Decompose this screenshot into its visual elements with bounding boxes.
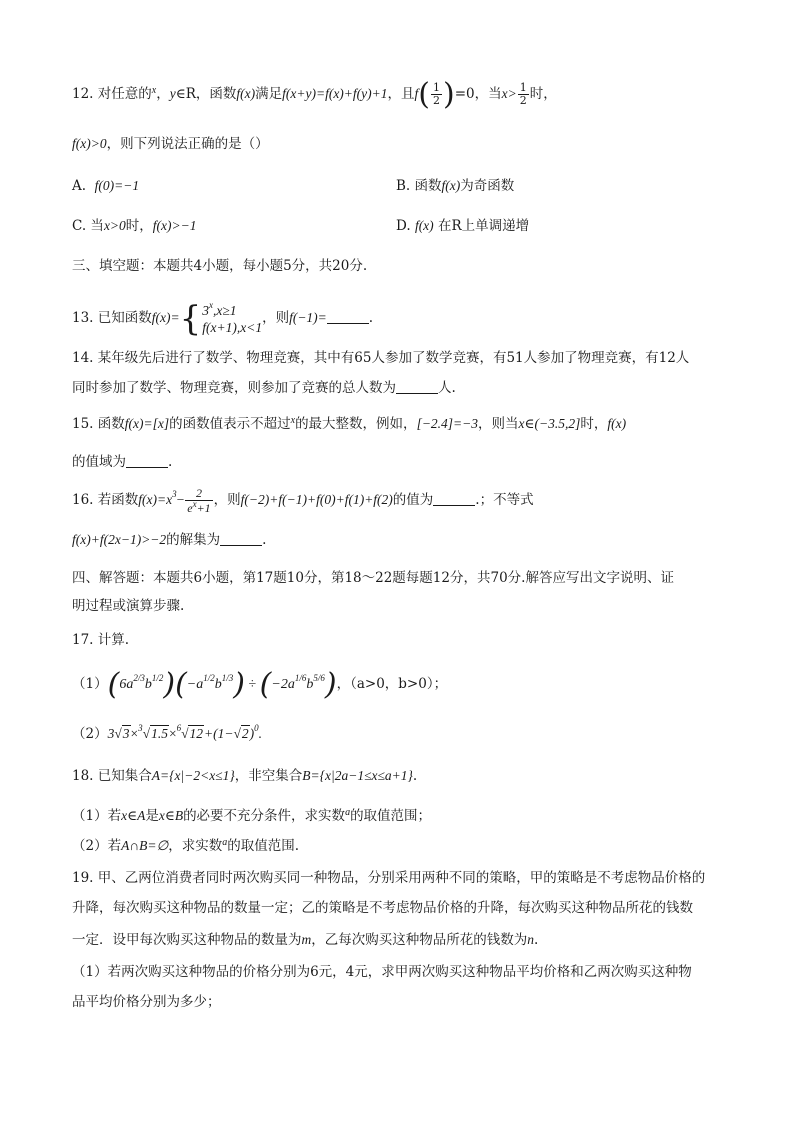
q15-text5: 时，: [580, 416, 608, 432]
q13-fx: f(x)=: [151, 310, 180, 325]
q16-answer-blank-1[interactable]: [433, 491, 475, 506]
q13: [72, 298, 732, 338]
q15-fx2: f(x): [607, 416, 627, 431]
q16-end: .: [262, 532, 267, 548]
q19-line3: [72, 930, 732, 950]
q17-part2: [72, 724, 732, 744]
radicand: 2: [241, 726, 249, 741]
q14-line1: 14. 某年级先后进行了数学、物理竞赛，其中有65人参加了数学竞赛，有51人参加了物理竞赛，有12人: [72, 350, 690, 366]
q16-text3: 的值为: [392, 492, 434, 508]
q12-text3: 满足: [255, 86, 283, 102]
q12-comma: ，: [156, 86, 170, 102]
q16-text5: 的解集为: [166, 532, 221, 548]
end: .: [258, 726, 262, 741]
q17-p2-expression: $3√3\times^3√1.5\times^6√12+(1-√2)^0$.: [107, 723, 262, 741]
radicand: 3: [122, 726, 130, 741]
var-n: n: [527, 932, 534, 947]
section-4-heading-line2: 明过程或演算步骤.: [72, 598, 185, 614]
case1-base: 3: [202, 302, 209, 318]
q12-options-ab: [72, 176, 732, 196]
q17-p1-label: （1）: [72, 676, 108, 692]
frac-den-exp: x: [192, 499, 197, 509]
root-index: 3: [138, 723, 143, 733]
q16-fx-exp: 3: [172, 489, 177, 499]
t: ，求实数: [168, 838, 223, 854]
q12-option-a[interactable]: [72, 178, 139, 194]
q18-stem: [72, 766, 732, 786]
q18-text: 18. 已知集合: [72, 768, 152, 784]
frac-den: [185, 501, 212, 515]
frac-den: 2: [519, 94, 527, 107]
frac-num: 2: [185, 486, 212, 501]
q15-end: .: [168, 454, 173, 470]
frac-num: 1: [433, 81, 440, 94]
q18-set-a: A={x|−2<x≤1}: [151, 768, 235, 783]
q12-stem-line2: [72, 134, 732, 154]
q13-text2: ，则: [262, 310, 290, 326]
q12-rparen: ): [443, 77, 455, 112]
t: 是: [145, 808, 159, 824]
q19-part1-line2: 品平均价格分别为多少；: [72, 994, 221, 1010]
t: A∩B=∅: [121, 838, 169, 853]
opt-text: 时，: [125, 218, 153, 234]
q16-text4: .；不等式: [475, 492, 534, 508]
root-index: 6: [176, 723, 182, 733]
t: a: [222, 837, 228, 848]
case1-exp: x: [209, 299, 213, 310]
q12-positive: f(x)>0: [72, 136, 107, 151]
opt-expr: f(x)>−1: [152, 218, 197, 233]
q13-text: 13. 已知函数: [72, 310, 152, 326]
q12-var-x: x: [151, 85, 157, 96]
q12-lparen: (: [418, 77, 430, 112]
var-m: m: [301, 932, 312, 947]
opt-text: 为奇函数: [460, 178, 515, 194]
q14-end: 人.: [438, 380, 456, 396]
t: x∈B: [158, 808, 184, 823]
opt-text: 在R上单调递增: [437, 218, 530, 234]
radicand: 12: [189, 726, 203, 741]
q15-text: 15. 函数: [72, 416, 125, 432]
q12-option-c[interactable]: [72, 218, 197, 234]
q15-text6: 的值域为: [72, 454, 126, 470]
q12-question: ，则下列说法正确的是（）: [106, 136, 269, 152]
q19-line1: 19. 甲、乙两位消费者同时两次购买同一种物品，分别采用两种不同的策略，甲的策略是不考虑物品价格的: [72, 870, 706, 886]
q12-var-y: y: [169, 86, 176, 101]
q12-fx: f(x): [236, 86, 256, 101]
q17-p1-expression: $(6a^{2/3}b^{1/2})(-a^{1/2}b^{1/3}) \div (-2a^{1/6}b^{5/6})$: [107, 667, 337, 702]
opt-label: C. 当: [72, 218, 104, 234]
q12-option-b[interactable]: [396, 176, 514, 196]
t: 的取值范围.: [227, 838, 300, 854]
radicand: 1.5: [151, 726, 168, 741]
q13-case1: [202, 299, 262, 319]
q13-end: .: [368, 310, 374, 326]
q12-half-frac: [431, 82, 442, 107]
q15-fx: f(x)=[x]: [124, 416, 170, 431]
q18-set-b: B={x|2a−1≤x≤a+1}: [302, 768, 413, 783]
exp-zero: 0: [254, 723, 259, 733]
q16-fx: [138, 489, 185, 507]
q12-text5: =0，当: [454, 86, 502, 102]
opt-label: B. 函数: [396, 178, 442, 194]
q14-line2: [72, 378, 732, 398]
q15-text4: ，则当: [478, 416, 519, 432]
times: ×: [168, 726, 177, 741]
q12-half-frac2: [518, 82, 529, 107]
q15-cond: x∈(−3.5,2]: [518, 416, 581, 431]
opt-cond: x>0: [103, 218, 126, 233]
q16-frac: [185, 486, 212, 515]
q13-ask: f(−1)=: [289, 310, 327, 325]
frac-num: 1: [519, 81, 527, 94]
q18-end: .: [412, 768, 418, 784]
section-4-heading-line1: 四、解答题：本题共6小题，第17题10分，第18～22题每题12分，共70分.解答应写出文字说明、证: [72, 570, 674, 586]
q17-part1: [72, 664, 732, 704]
q12-options-cd: [72, 216, 732, 236]
q15-example: [−2.4]=−3: [416, 416, 479, 431]
q12-text2: ∈R，函数: [175, 86, 237, 102]
q12-text: 12. 对任意的: [72, 86, 152, 102]
q18-part1: [72, 806, 732, 826]
frac-den: 2: [433, 94, 440, 107]
q16-fx-base: f(x)=x: [138, 492, 173, 507]
q14-answer-blank[interactable]: [396, 379, 438, 394]
q15-text3: 的最大整数，例如，: [295, 416, 417, 432]
q15-x: x: [290, 415, 296, 426]
q16-minus: −: [176, 492, 185, 507]
t: a: [345, 807, 351, 818]
q19-part1-line1: （1）若两次购买这种物品的价格分别为6元，4元，求甲两次购买这种物品平均价格和乙两次购买这种物: [72, 964, 692, 980]
q13-brace: {: [179, 298, 202, 339]
opt-fx: f(x): [441, 178, 461, 193]
q12-f: f: [414, 86, 419, 101]
q19-line2: 升降，每次购买这种物品的数量一定；乙的策略是不考虑物品价格的升降，每次购买这种物品所花的钱数: [72, 900, 693, 916]
q15-text2: 的函数值表示不超过: [169, 416, 291, 432]
t: 的必要不充分条件，求实数: [183, 808, 346, 824]
q12-cond: x>: [501, 86, 517, 101]
q15-answer-blank[interactable]: [126, 453, 168, 468]
opt-label: A.: [72, 178, 87, 194]
opt-fx: f(x): [414, 218, 434, 233]
q15-line2: [72, 452, 732, 472]
coef: 3: [107, 726, 115, 741]
t: .: [534, 932, 539, 948]
t: x∈A: [121, 808, 146, 823]
q16-text2: ，则: [213, 492, 241, 508]
opt-label: D.: [396, 218, 411, 234]
q12-option-d[interactable]: [396, 216, 529, 236]
q12-stem-line1: [72, 77, 732, 112]
q15-line1: [72, 414, 732, 434]
frac-den-end: +1: [196, 501, 211, 515]
q16-answer-blank-2[interactable]: [220, 531, 262, 546]
q12-text6: 时，: [529, 86, 557, 102]
q17-p2-label: （2）: [72, 726, 108, 742]
q13-answer-blank[interactable]: [327, 309, 369, 324]
q17-p1-cond: ，（a>0，b>0）；: [336, 676, 448, 692]
q16-text: 16. 若函数: [72, 492, 139, 508]
rparen: ): [249, 726, 255, 741]
q16-line1: [72, 480, 732, 520]
t: 的取值范围；: [350, 808, 432, 824]
plus-paren: +(1−: [203, 726, 234, 741]
t: （1）若: [72, 808, 122, 824]
q16-line2: [72, 530, 732, 550]
t: （2）若: [72, 838, 122, 854]
q17-title: 17. 计算.: [72, 632, 130, 648]
q12-functional-eq: f(x+y)=f(x)+f(y)+1: [282, 86, 388, 101]
q12-text4: ，且: [387, 86, 415, 102]
section-3-heading: 三、填空题：本题共4小题，每小题5分，共20分.: [72, 258, 368, 274]
q18-text2: ，非空集合: [234, 768, 303, 784]
q13-cases: [202, 299, 263, 336]
frac-den-e: e: [187, 501, 193, 515]
opt-text: f(0)=−1: [94, 178, 140, 193]
t: ，乙每次购买这种物品所花的钱数为: [311, 932, 528, 948]
case1-cond: ,x≥1: [213, 302, 237, 318]
q16-sum: f(−2)+f(−1)+f(0)+f(1)+f(2): [240, 492, 393, 507]
q13-case2: f(x+1),x<1: [202, 319, 263, 335]
q14-text: 同时参加了数学、物理竞赛，则参加了竞赛的总人数为: [72, 380, 396, 396]
q18-part2: [72, 836, 732, 856]
q16-inequality: f(x)+f(2x−1)>−2: [72, 532, 167, 547]
times: ×: [130, 726, 139, 741]
t: 一定．设甲每次购买这种物品的数量为: [72, 932, 302, 948]
